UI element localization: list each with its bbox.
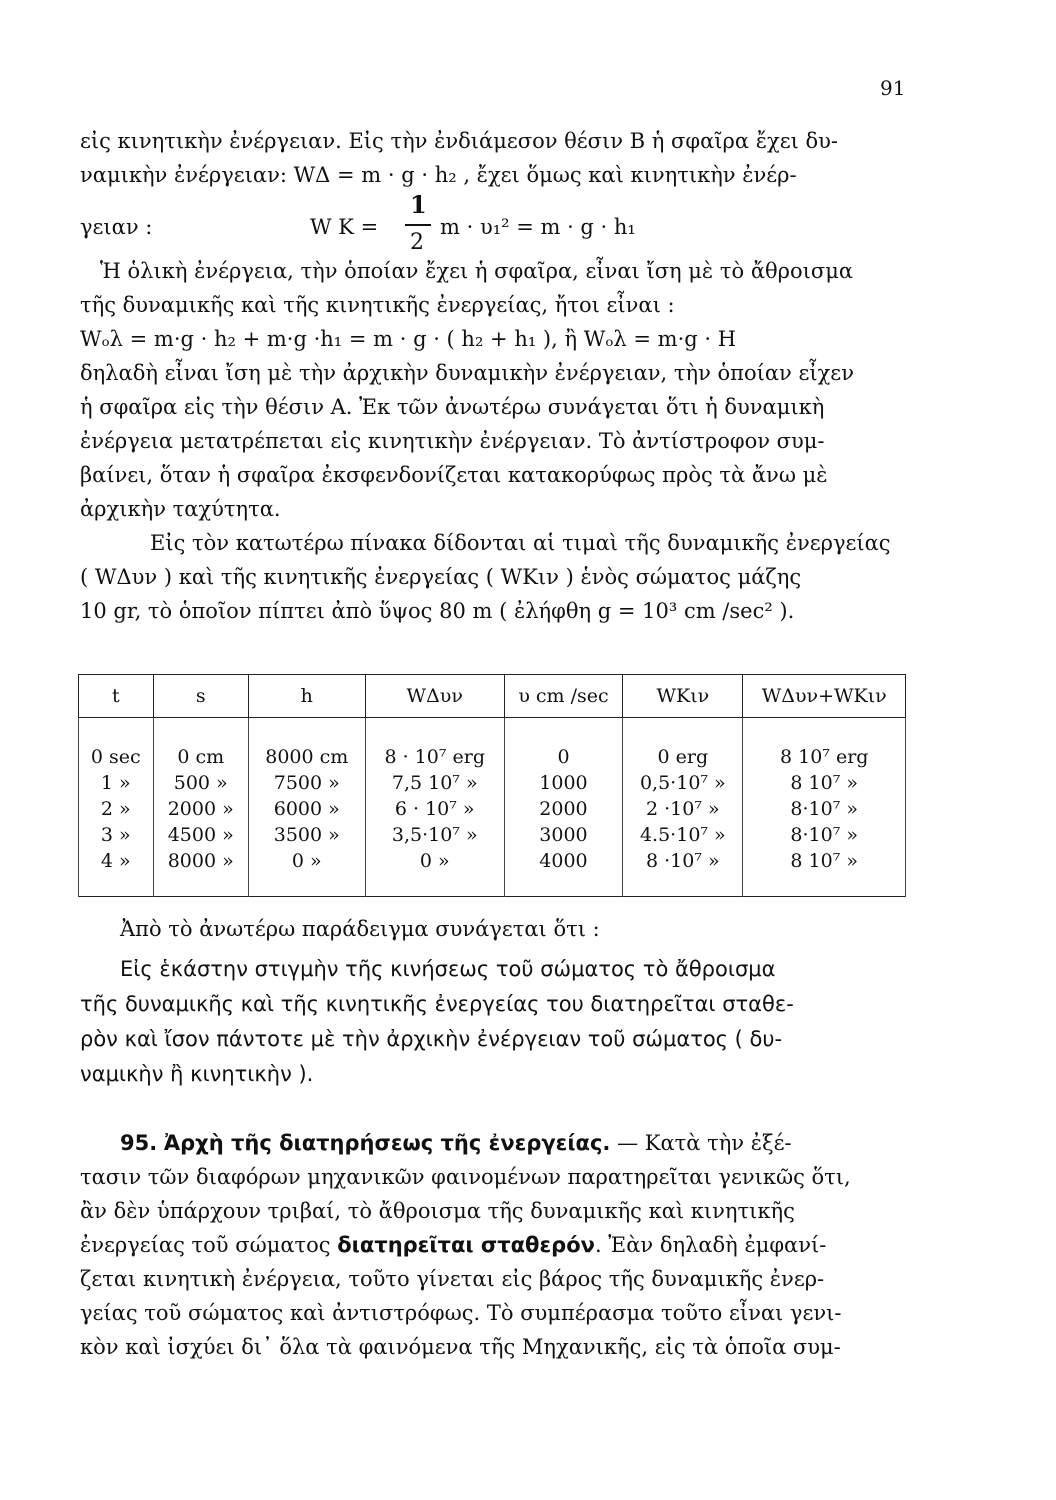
table-cell: 8000 cm: [248, 740, 365, 770]
section-heading-line: [80, 1126, 910, 1160]
text-line: βαίνει, ὅταν ἡ σφαῖρα ἐκσφενδονίζεται κατακορύφως πρὸς τὰ ἄνω μὲ: [80, 463, 828, 487]
table-cell: 0 »: [248, 848, 365, 874]
text-line: τῆς δυναμικῆς καὶ τῆς κινητικῆς ἐνεργείας, ἤτοι εἶναι :: [80, 293, 675, 317]
formula-rhs: m · υ₁² = m · g · h₁: [440, 215, 636, 239]
text-line: ἡ σφαῖρα εἰς τὴν θέσιν Α. Ἐκ τῶν ἀνωτέρω συνάγεται ὅτι ἡ δυναμικὴ: [80, 395, 825, 419]
table-cell: 2 »: [79, 796, 154, 822]
section-95: [80, 1126, 910, 1364]
table-cell: 7,5 10⁷ »: [365, 770, 504, 796]
text-line: κὸν καὶ ἰσχύει δι᾽ ὅλα τὰ φαινόμενα τῆς Μηχανικῆς, εἰς τὰ ὁποῖα συμ-: [80, 1335, 841, 1359]
table-cell: 4500 »: [153, 822, 248, 848]
table-cell: 3 »: [79, 822, 154, 848]
table-cell: 4 »: [79, 848, 154, 874]
kinetic-energy-formula: [80, 192, 910, 254]
table-cell: 2000 »: [153, 796, 248, 822]
page-number: 91: [880, 76, 906, 100]
text-line: ζεται κινητικὴ ἐνέργεια, τοῦτο γίνεται εἰς βάρος τῆς δυναμικῆς ἐνερ-: [80, 1267, 825, 1291]
text-line: ναμικὴν ἐνέργειαν: WΔ = m · g · h₂ , ἔχει ὅμως καὶ κινητικὴν ἐνέρ-: [80, 163, 797, 187]
table-cell: 1000: [504, 770, 622, 796]
text-line: ἂν δὲν ὑπάρχουν τριβαί, τὸ ἄθροισμα τῆς δυναμικῆς καὶ κινητικῆς: [80, 1199, 795, 1223]
table-row: [79, 848, 906, 874]
table-cell: 500 »: [153, 770, 248, 796]
table-cell: 4000: [504, 848, 622, 874]
table-cell: 8·10⁷ »: [743, 822, 906, 848]
table-cell: 0: [504, 740, 622, 770]
text-line: Εἰς τὸν κατωτέρω πίνακα δίδονται αἱ τιμαὶ τῆς δυναμικῆς ἐνεργείας: [150, 531, 891, 555]
conclusion-statement: [80, 952, 910, 1092]
section-title: Ἀρχὴ τῆς διατηρήσεως τῆς ἐνεργείας.: [163, 1131, 611, 1155]
table-cell: 6 · 10⁷ »: [365, 796, 504, 822]
text-line: ναμικὴν ἢ κινητικὴν ).: [80, 1062, 314, 1086]
column-header: t: [79, 675, 154, 718]
table-cell: 0 erg: [623, 740, 743, 770]
energy-table: [78, 674, 906, 896]
table-cell: 8 10⁷ »: [743, 848, 906, 874]
table-row: [79, 822, 906, 848]
table-cell: 7500 »: [248, 770, 365, 796]
column-header: h: [248, 675, 365, 718]
text-line: ἐνέργεια μετατρέπεται εἰς κινητικὴν ἐνέργειαν. Τὸ ἀντίστροφον συμ-: [80, 429, 825, 453]
text-line: δηλαδὴ εἶναι ἴση μὲ τὴν ἀρχικὴν δυναμικὴν ἐνέργειαν, τὴν ὁποίαν εἶχεν: [80, 361, 854, 385]
text-line: εἰς κινητικὴν ἐνέργειαν. Εἰς τὴν ἐνδιάμεσον θέσιν Β ἡ σφαῖρα ἔχει δυ-: [80, 129, 838, 153]
column-header: WΔυν+WKιν: [743, 675, 906, 718]
text-line: Wₒλ = m·g · h₂ + m·g ·h₁ = m · g · ( h₂ + h₁ ), ἢ Wₒλ = m·g · H: [80, 327, 737, 351]
conclusion: [80, 912, 910, 1092]
conclusion-intro: Ἀπὸ τὸ ἀνωτέρω παράδειγμα συνάγεται ὅτι :: [120, 917, 600, 941]
table-cell: 0 »: [365, 848, 504, 874]
formula-lhs: W K =: [310, 215, 379, 239]
table-row: [79, 796, 906, 822]
table-cell: 8 ·10⁷ »: [623, 848, 743, 874]
table-cell: 2000: [504, 796, 622, 822]
intro-text: [80, 124, 910, 628]
table-header-row: [79, 675, 906, 718]
table-cell: 8·10⁷ »: [743, 796, 906, 822]
table-cell: 8 · 10⁷ erg: [365, 740, 504, 770]
table-cell: 2 ·10⁷ »: [623, 796, 743, 822]
text-line: [80, 1228, 910, 1262]
text-line: ἀρχικὴν ταχύτητα.: [80, 497, 281, 521]
table-cell: 0 cm: [153, 740, 248, 770]
table-cell: 3,5·10⁷ »: [365, 822, 504, 848]
table-cell: 6000 »: [248, 796, 365, 822]
table-cell: 3500 »: [248, 822, 365, 848]
section-line-rest: — Κατὰ τὴν ἐξέ-: [617, 1131, 792, 1155]
text-line: τασιν τῶν διαφόρων μηχανικῶν φαινομένων παρατηρεῖται γενικῶς ὅτι,: [80, 1165, 851, 1189]
emphasized-phrase: διατηρεῖται σταθερόν: [337, 1233, 595, 1257]
table-cell: 0 sec: [79, 740, 154, 770]
text-line: 10 gr, τὸ ὁποῖον πίπτει ἀπὸ ὕψος 80 m ( ἐλήφθη g = 10³ cm /sec² ).: [80, 599, 795, 623]
column-header: υ cm /sec: [504, 675, 622, 718]
section-number: 95.: [120, 1131, 158, 1155]
text-line: Εἰς ἑκάστην στιγμὴν τῆς κινήσεως τοῦ σώματος τὸ ἄθροισμα: [120, 957, 776, 981]
table-row: [79, 740, 906, 770]
text-line: γείας τοῦ σώματος καὶ ἀντιστρόφως. Τὸ συμπέρασμα τοῦτο εἶναι γενι-: [80, 1301, 842, 1325]
formula-label: γειαν :: [80, 215, 153, 239]
table-cell: 8 10⁷ erg: [743, 740, 906, 770]
table-cell: 0,5·10⁷ »: [623, 770, 743, 796]
table-cell: 4.5·10⁷ »: [623, 822, 743, 848]
emph-pre: ἐνεργείας τοῦ σώματος: [80, 1233, 331, 1257]
table-cell: 8000 »: [153, 848, 248, 874]
column-header: s: [153, 675, 248, 718]
column-header: WΔυν: [365, 675, 504, 718]
column-header: WKιν: [623, 675, 743, 718]
table-row: [79, 770, 906, 796]
fraction-numerator: 1: [410, 190, 427, 219]
text-line: τῆς δυναμικῆς καὶ τῆς κινητικῆς ἐνεργείας του διατηρεῖται σταθε-: [80, 992, 794, 1016]
table-cell: 3000: [504, 822, 622, 848]
text-line: ρὸν καὶ ἴσον πάντοτε μὲ τὴν ἀρχικὴν ἐνέργειαν τοῦ σώματος ( δυ-: [80, 1027, 783, 1051]
text-line: Ἡ ὁλικὴ ἐνέργεια, τὴν ὁποίαν ἔχει ἡ σφαῖρα, εἶναι ἴση μὲ τὸ ἄθροισμα: [100, 259, 854, 283]
table-cell: 1 »: [79, 770, 154, 796]
table-cell: 8 10⁷ »: [743, 770, 906, 796]
fraction-denominator: 2: [410, 230, 424, 255]
text-line: ( WΔυν ) καὶ τῆς κινητικῆς ἐνεργείας ( WKιν ) ἑνὸς σώματος μάζης: [80, 565, 802, 589]
emph-post: . Ἐὰν δηλαδὴ ἐμφανί-: [594, 1233, 827, 1257]
